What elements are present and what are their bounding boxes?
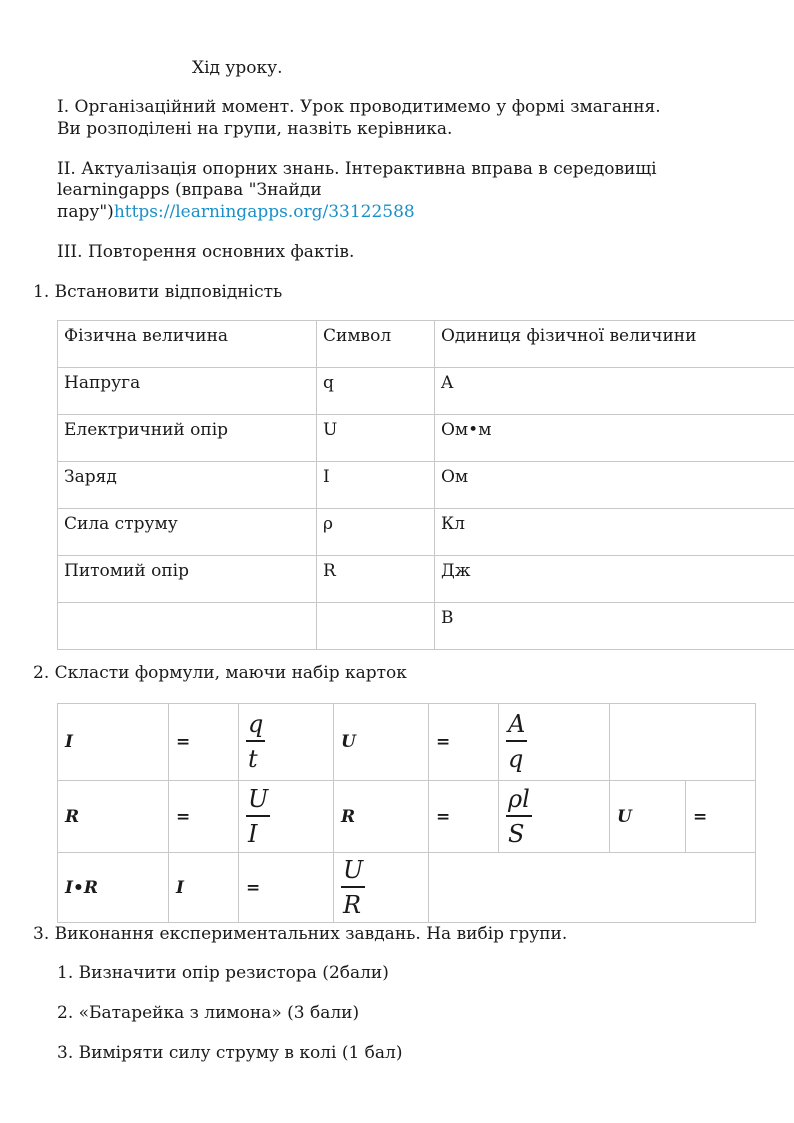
unit-cell: Кл bbox=[435, 509, 794, 556]
empty-card-cell bbox=[429, 853, 756, 923]
task3-label: 3. Виконання експериментальних завдань. На вибір групи. bbox=[33, 924, 568, 944]
fraction-denominator: S bbox=[508, 819, 525, 848]
card-cell: I•R bbox=[58, 853, 169, 923]
formula-row bbox=[58, 781, 756, 853]
card-cell: = bbox=[239, 853, 334, 923]
experiment-item: 3. Виміряти силу струму в колі (1 бал) bbox=[57, 1043, 403, 1063]
quantity-cell: Заряд bbox=[58, 462, 317, 509]
card-cell: I bbox=[169, 853, 239, 923]
experiment-item: 1. Визначити опір резистора (2бали) bbox=[57, 963, 389, 983]
fraction-rho-l-over-s bbox=[506, 786, 532, 848]
task1-label: 1. Встановити відповідність bbox=[33, 282, 283, 302]
card-cell: U bbox=[610, 781, 686, 853]
fraction-denominator: R bbox=[343, 890, 362, 919]
fraction-numerator: q bbox=[248, 710, 264, 738]
fraction-card-cell bbox=[239, 704, 334, 781]
table-row bbox=[58, 509, 794, 556]
table-row bbox=[58, 415, 794, 462]
fraction-denominator: t bbox=[248, 745, 258, 773]
symbol-cell: R bbox=[317, 556, 435, 603]
card-cell: = bbox=[169, 781, 239, 853]
correspondence-table bbox=[57, 320, 794, 650]
quantity-cell: Електричний опір bbox=[58, 415, 317, 462]
fraction-card-cell bbox=[334, 853, 429, 923]
unit-cell: A bbox=[435, 368, 794, 415]
card-cell: U bbox=[334, 704, 429, 781]
quantity-cell: Сила струму bbox=[58, 509, 317, 556]
table-row bbox=[58, 462, 794, 509]
symbol-cell bbox=[317, 603, 435, 650]
learningapps-link[interactable]: https://learningapps.org/33122588 bbox=[113, 202, 415, 222]
fraction-u-over-r bbox=[341, 857, 365, 919]
actualization-line2: learningapps (вправа "Знайди bbox=[57, 180, 322, 200]
fraction-bar bbox=[506, 815, 532, 817]
table-row bbox=[58, 556, 794, 603]
table-row bbox=[58, 368, 794, 415]
fraction-bar bbox=[341, 886, 365, 888]
symbol-cell: q bbox=[317, 368, 435, 415]
header-cell: Одиниця фізичної величини bbox=[435, 321, 794, 368]
quantity-cell: Напруга bbox=[58, 368, 317, 415]
task2-label: 2. Скласти формули, маючи набір карток bbox=[33, 663, 407, 683]
organizational-moment-line1: I. Організаційний момент. Урок проводитимемо у формі змагання. bbox=[57, 97, 661, 117]
card-cell: I bbox=[58, 704, 169, 781]
formula-row bbox=[58, 704, 756, 781]
quantity-cell bbox=[58, 603, 317, 650]
fraction-q-over-t bbox=[246, 711, 265, 773]
fraction-numerator: ρl bbox=[508, 784, 530, 813]
table-row bbox=[58, 603, 794, 650]
fraction-denominator: q bbox=[508, 745, 524, 773]
quantity-cell: Питомий опір bbox=[58, 556, 317, 603]
fraction-bar bbox=[246, 815, 270, 817]
fraction-a-over-q bbox=[506, 711, 527, 773]
card-cell: = bbox=[686, 781, 756, 853]
symbol-cell: U bbox=[317, 415, 435, 462]
fraction-denominator: I bbox=[248, 819, 258, 848]
fraction-card-cell bbox=[499, 781, 610, 853]
unit-cell: Ом•м bbox=[435, 415, 794, 462]
actualization-line1: II. Актуалізація опорних знань. Інтерактивна вправа в середовищі bbox=[57, 159, 657, 179]
fraction-bar bbox=[246, 740, 265, 742]
symbol-cell: I bbox=[317, 462, 435, 509]
card-cell: = bbox=[429, 704, 499, 781]
card-cell: R bbox=[58, 781, 169, 853]
fraction-card-cell bbox=[239, 781, 334, 853]
symbol-cell: ρ bbox=[317, 509, 435, 556]
organizational-moment-line2: Ви розподілені на групи, назвіть керівника. bbox=[57, 119, 453, 139]
table-header-row bbox=[58, 321, 794, 368]
review-heading: III. Повторення основних фактів. bbox=[57, 242, 355, 262]
experiment-item: 2. «Батарейка з лимона» (3 бали) bbox=[57, 1003, 360, 1023]
actualization-line3-text: пару") bbox=[57, 202, 114, 222]
unit-cell: Дж bbox=[435, 556, 794, 603]
header-cell: Символ bbox=[317, 321, 435, 368]
fraction-numerator: A bbox=[508, 710, 526, 738]
page-title: Хід уроку. bbox=[192, 58, 283, 78]
fraction-bar bbox=[506, 740, 527, 742]
card-cell: = bbox=[429, 781, 499, 853]
formula-cards-table bbox=[57, 703, 756, 923]
card-cell: = bbox=[169, 704, 239, 781]
fraction-numerator: U bbox=[248, 784, 269, 813]
card-cell: R bbox=[334, 781, 429, 853]
empty-card-cell bbox=[610, 704, 756, 781]
actualization-line3 bbox=[57, 202, 415, 223]
formula-row bbox=[58, 853, 756, 923]
fraction-card-cell bbox=[499, 704, 610, 781]
fraction-numerator: U bbox=[343, 855, 364, 884]
fraction-u-over-i bbox=[246, 786, 270, 848]
header-cell: Фізична величина bbox=[58, 321, 317, 368]
unit-cell: В bbox=[435, 603, 794, 650]
unit-cell: Ом bbox=[435, 462, 794, 509]
